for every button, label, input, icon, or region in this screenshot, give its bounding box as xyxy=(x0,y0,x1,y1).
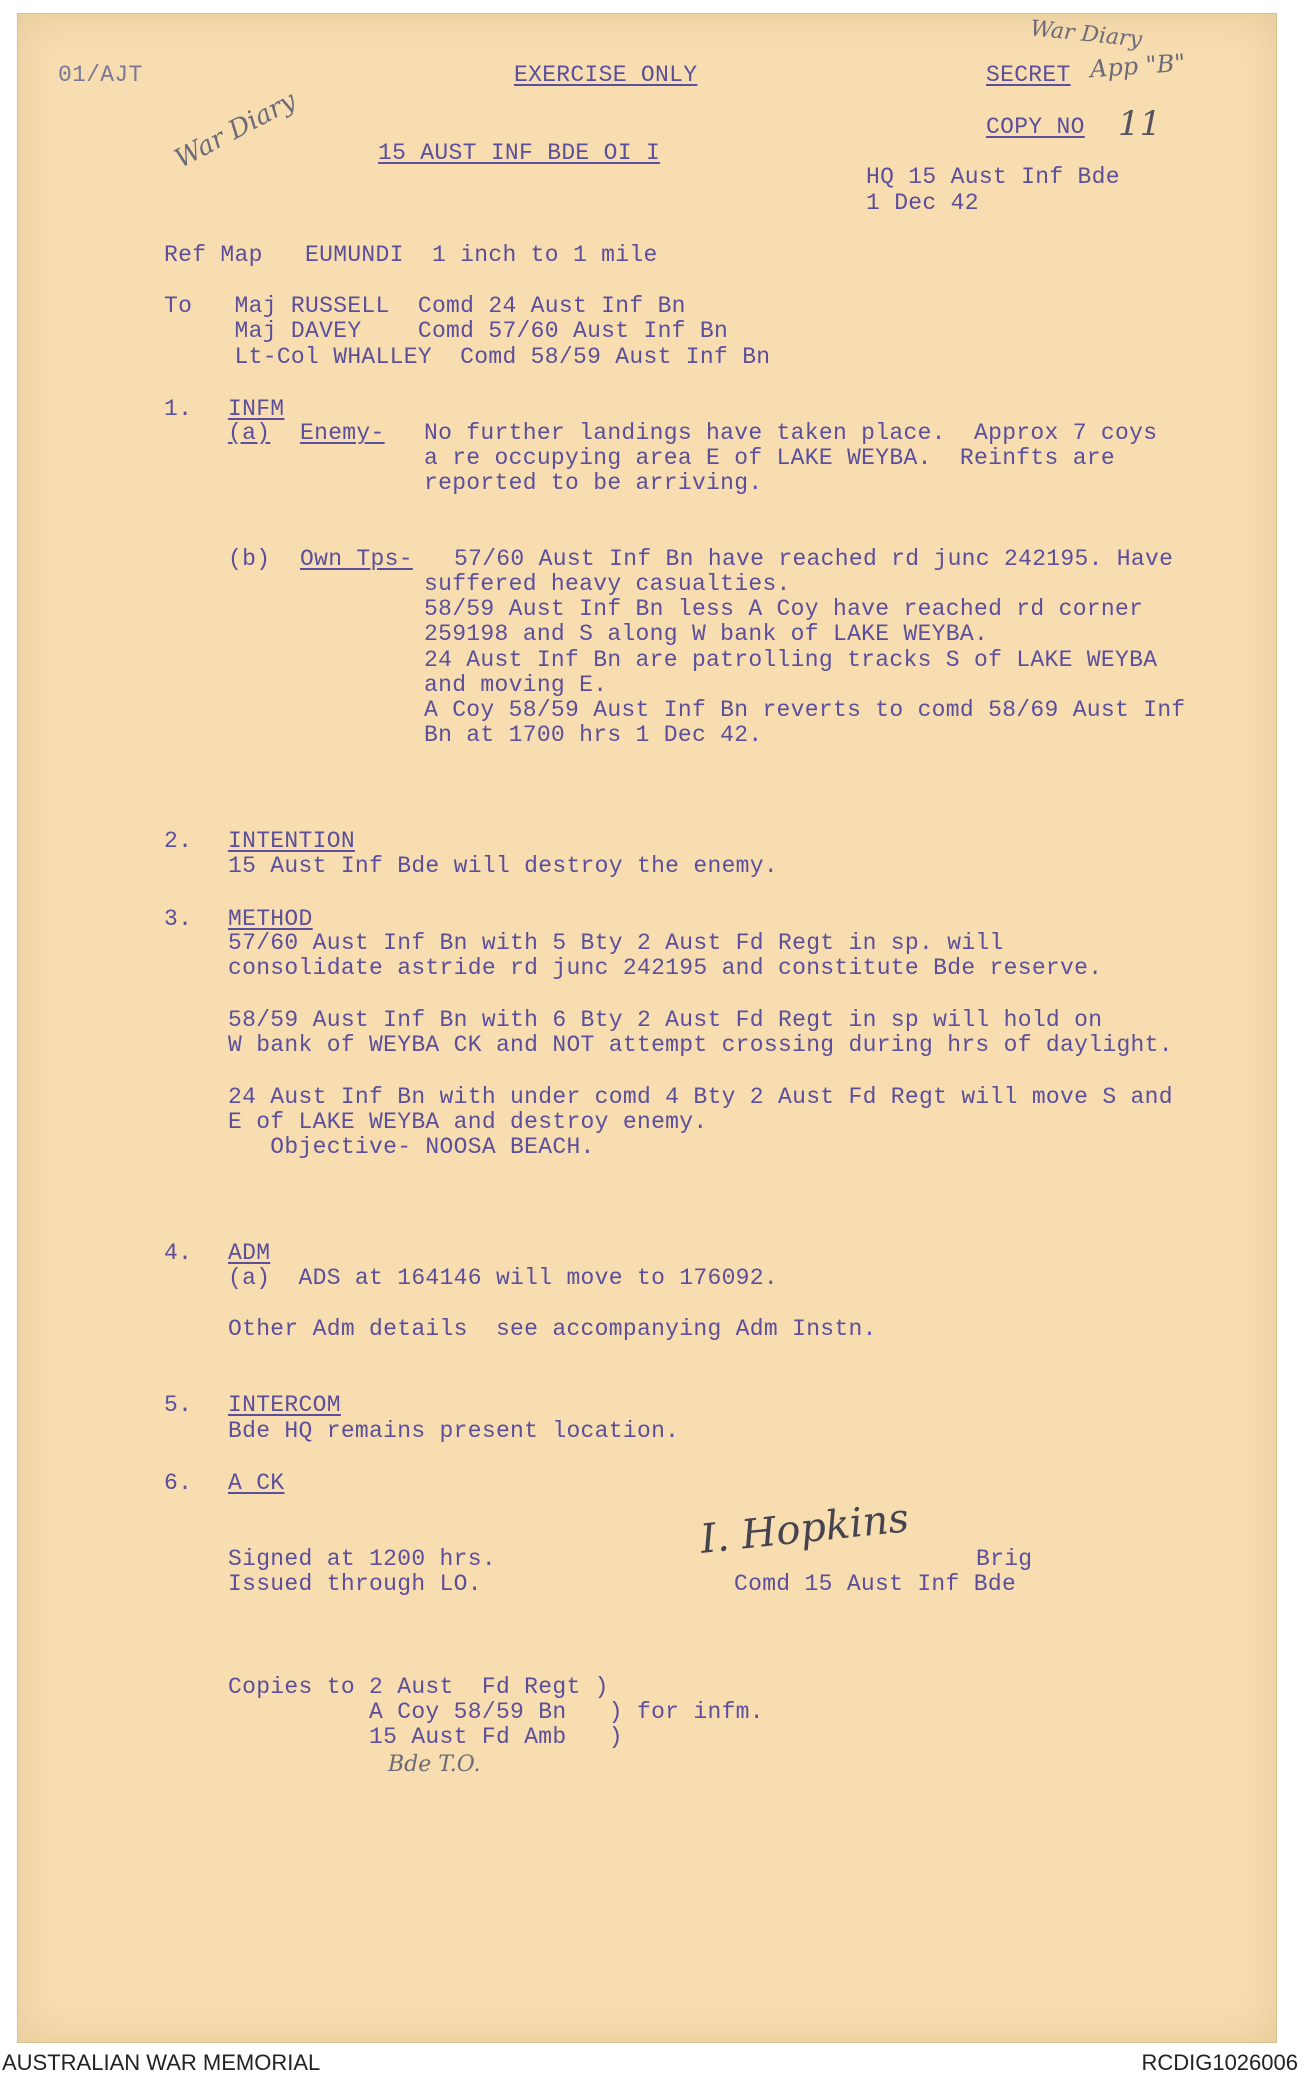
issued-through: Issued through LO. xyxy=(228,1571,482,1597)
signatory-rank: Brig xyxy=(976,1546,1033,1572)
para-1b-line: 259198 and S along W bank of LAKE WEYBA. xyxy=(424,621,989,647)
para-1b-line: and moving E. xyxy=(424,672,608,698)
footer-record-id: RCDIG1026006 xyxy=(1141,2050,1298,2075)
para-3-heading: METHOD xyxy=(228,906,313,932)
para-2-heading: INTENTION xyxy=(228,828,355,854)
para-5-line: Bde HQ remains present location. xyxy=(228,1418,680,1444)
para-1b-line: 57/60 Aust Inf Bn have reached rd junc 242195. Have xyxy=(454,546,1174,572)
copies-line: A Coy 58/59 Bn ) for infm. xyxy=(228,1699,764,1725)
para-4a-line: (a) ADS at 164146 will move to 176092. xyxy=(228,1265,778,1291)
classification-secret: SECRET xyxy=(986,62,1071,88)
copy-number-label: COPY NO xyxy=(986,114,1085,140)
para-4-heading: ADM xyxy=(228,1240,271,1266)
reference-map: Ref Map EUMUNDI 1 inch to 1 mile xyxy=(164,242,658,268)
para-3-line: 24 Aust Inf Bn with under comd 4 Bty 2 Aust Fd Regt will move S and xyxy=(228,1084,1173,1110)
para-3-line: W bank of WEYBA CK and NOT attempt crossing during hrs of daylight. xyxy=(228,1032,1173,1058)
para-1-heading: INFM xyxy=(228,396,285,422)
classification-exercise-only: EXERCISE ONLY xyxy=(514,62,698,88)
addressee-line: Maj DAVEY Comd 57/60 Aust Inf Bn xyxy=(164,318,729,344)
para-1a-line: reported to be arriving. xyxy=(424,470,763,496)
signed-at: Signed at 1200 hrs. xyxy=(228,1546,496,1572)
para-3-line: E of LAKE WEYBA and destroy enemy. xyxy=(228,1109,708,1135)
para-1b-heading: Own Tps- xyxy=(300,546,413,572)
para-1a-line: No further landings have taken place. Approx 7 coys xyxy=(424,420,1158,446)
para-3-line: Objective- NOOSA BEACH. xyxy=(228,1134,595,1160)
para-4-number: 4. xyxy=(164,1240,193,1266)
hq-address: HQ 15 Aust Inf Bde xyxy=(866,164,1120,190)
para-5-number: 5. xyxy=(164,1392,193,1418)
signatory-appointment: Comd 15 Aust Inf Bde xyxy=(734,1571,1017,1597)
para-1b-line: 24 Aust Inf Bn are patrolling tracks S of LAKE WEYBA xyxy=(424,647,1158,673)
copy-number: 11 xyxy=(1118,104,1162,144)
footer-institution: AUSTRALIAN WAR MEMORIAL xyxy=(2,2050,321,2075)
handwritten-appendix: App "B" xyxy=(1089,48,1187,84)
para-3-number: 3. xyxy=(164,906,193,932)
order-title: 15 AUST INF BDE OI I xyxy=(378,140,661,166)
para-6-heading: A CK xyxy=(228,1470,285,1496)
para-1a-heading: Enemy- xyxy=(300,420,385,446)
para-1b-line: Bn at 1700 hrs 1 Dec 42. xyxy=(424,722,763,748)
handwritten-war-diary: War Diary xyxy=(170,85,302,175)
para-3-line: 58/59 Aust Inf Bn with 6 Bty 2 Aust Fd Regt in sp will hold on xyxy=(228,1007,1103,1033)
para-6-number: 6. xyxy=(164,1470,193,1496)
para-3-line: consolidate astride rd junc 242195 and constitute Bde reserve. xyxy=(228,955,1103,981)
addressee-line: Lt-Col WHALLEY Comd 58/59 Aust Inf Bn xyxy=(164,344,771,370)
copies-line: 15 Aust Fd Amb ) xyxy=(228,1724,623,1750)
para-4-other: Other Adm details see accompanying Adm Instn. xyxy=(228,1316,877,1342)
para-3-line: 57/60 Aust Inf Bn with 5 Bty 2 Aust Fd Regt in sp. will xyxy=(228,930,1004,956)
para-1b-line: A Coy 58/59 Aust Inf Bn reverts to comd 58/69 Aust Inf xyxy=(424,697,1186,723)
para-1b-line: 58/59 Aust Inf Bn less A Coy have reached rd corner xyxy=(424,596,1144,622)
order-date: 1 Dec 42 xyxy=(866,190,979,216)
para-1a-label: (a) xyxy=(228,420,271,446)
handwritten-war-diary-top: War Diary xyxy=(1029,16,1144,53)
addressee-line: To Maj RUSSELL Comd 24 Aust Inf Bn xyxy=(164,293,686,319)
signature: I. Hopkins xyxy=(698,1495,911,1563)
para-2-number: 2. xyxy=(164,828,193,854)
handwritten-bde-to: Bde T.O. xyxy=(388,1752,481,1777)
para-1b-line: suffered heavy casualties. xyxy=(424,571,791,597)
para-5-heading: INTERCOM xyxy=(228,1392,341,1418)
copies-line: Copies to 2 Aust Fd Regt ) xyxy=(228,1674,609,1700)
para-1a-line: a re occupying area E of LAKE WEYBA. Reinfts are xyxy=(424,445,1116,471)
para-1b-label: (b) xyxy=(228,546,271,572)
para-1-number: 1. xyxy=(164,396,193,422)
para-2-line: 15 Aust Inf Bde will destroy the enemy. xyxy=(228,853,778,879)
reference-code: 01/AJT xyxy=(58,62,143,88)
